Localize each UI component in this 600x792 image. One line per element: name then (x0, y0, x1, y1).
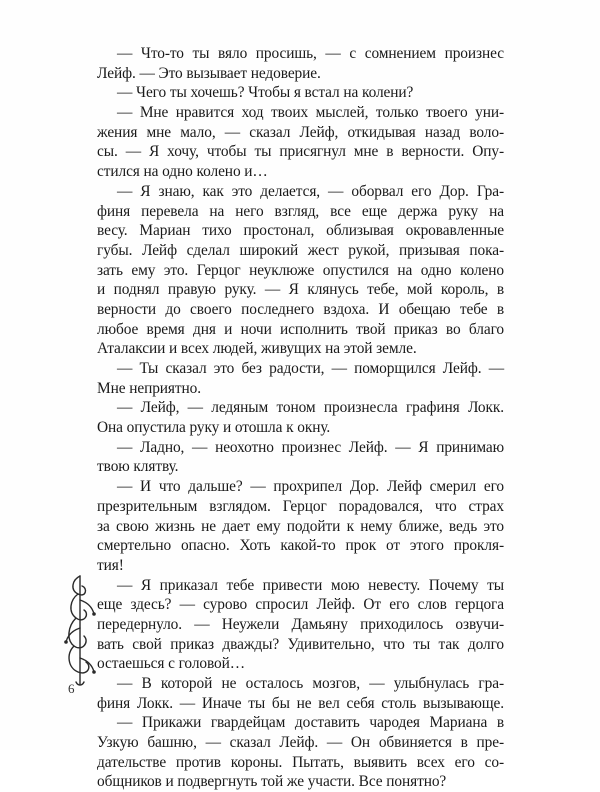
text-line: — Я приказал тебе привести мою невесту. Почему ты (117, 576, 504, 594)
text-line: — Мне нравится ход твоих мыслей, только твоего уни- (117, 104, 504, 122)
text-line: тия! (97, 556, 124, 574)
text-line: за свою жизнь не дает ему подойти к нему ближе, ведь это (97, 517, 504, 535)
text-line: Мне неприятно. (97, 379, 202, 397)
text-line: Лейф. — Это вызывает недоверие. (97, 64, 321, 82)
text-line: финя Локк. — Иначе ты бы не вел себя столь вызывающе. (97, 694, 504, 712)
text-line: вать свой приказ дважды? Удивительно, что ты так долго (97, 635, 504, 653)
text-line: презрительным взглядом. Герцог порадовался, что страх (97, 497, 504, 515)
text-line: сы. — Я хочу, чтобы ты присягнул мне в верности. Опу- (97, 143, 504, 161)
text-line: смертельно опасно. Хоть какой-то прок от этого прокля- (97, 537, 504, 555)
text-line: — Что-то ты вяло просишь, — с сомнением произнес (117, 45, 504, 62)
text-line: общников и подвергнуть той же участи. Все понятно? (97, 773, 447, 791)
text-line: еще здесь? — сурово спросил Лейф. От его слов герцога (97, 596, 504, 614)
text-line: — В которой не осталось мозгов, — улыбнулась гра- (117, 675, 504, 692)
decorative-ornament-icon (60, 570, 100, 690)
text-line: весу. Мариан тихо простонал, облизывая окровавленные (97, 222, 504, 240)
text-line: жения мне мало, — сказал Лейф, откидывая назад воло- (97, 123, 504, 141)
text-line: верности до своего последнего вздоха. И обещаю тебе в (97, 300, 504, 318)
text-line: зать ему это. Герцог неуклюже опустился на одно колено (97, 261, 504, 279)
text-line: финя перевела на него взгляд, все еще держа руку на (97, 202, 504, 220)
text-line: дательстве против короны. Пытать, выявить всех его со- (97, 753, 504, 771)
text-line: — Ладно, — неохотно произнес Лейф. — Я принимаю (117, 438, 504, 456)
text-line: — Ты сказал это без радости, — поморщился Лейф. — (117, 360, 504, 377)
text-line: Узкую башню, — сказал Лейф. — Он обвиняется в пре- (97, 734, 504, 752)
text-line: передернуло. — Неужели Дамьяну приходилось озвучи- (97, 615, 504, 633)
text-line: Аталаксии и всех людей, живущих на этой земле. (97, 340, 417, 358)
text-line: любое время дня и ночи исполнить твой приказ во благо (97, 320, 504, 338)
text-line: стился на одно колено и… (97, 163, 268, 181)
text-line: остаешься с головой… (97, 655, 246, 673)
text-line: Она опустила руку и отошла к окну. (97, 419, 331, 437)
text-line: — И что дальше? — прохрипел Дор. Лейф смерил его (117, 478, 504, 496)
text-line: губы. Лейф сделал широкий жест рукой, призывая пока- (97, 241, 504, 259)
text-line: — Прикажи гвардейцам доставить чародея Мариана в (117, 714, 504, 732)
page-number: 6 (68, 681, 75, 696)
text-line: — Лейф, — ледяным тоном произнесла графиня Локк. (117, 399, 504, 417)
text-line: — Я знаю, как это делается, — оборвал его Дор. Гра- (117, 182, 504, 200)
body-text (97, 44, 504, 792)
text-line: твою клятву. (97, 458, 179, 476)
text-line: — Чего ты хочешь? Чтобы я встал на колени? (117, 84, 414, 102)
text-line: и поднял правую руку. — Я клянусь тебе, мой король, в (97, 281, 504, 299)
